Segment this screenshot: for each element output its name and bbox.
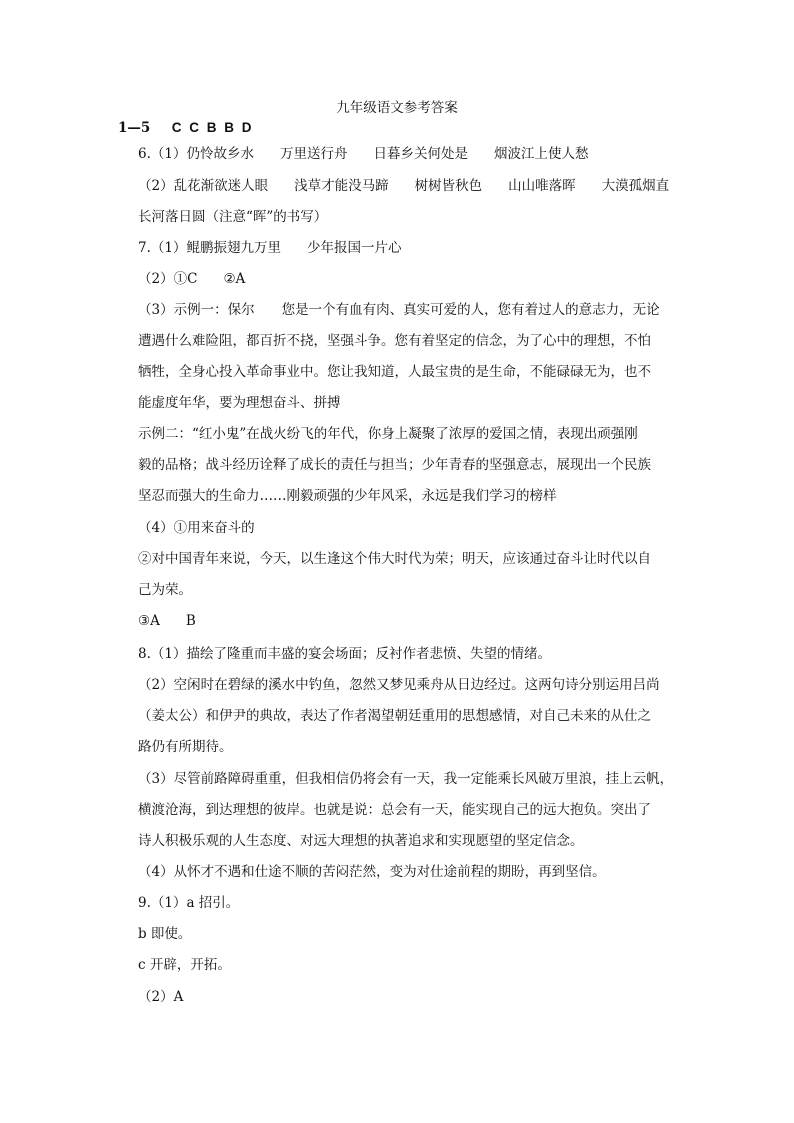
q7-p3-line: 遭遇什么难险阻，都百折不挠，坚强斗争。您有着坚定的信念，为了心中的理想，不怕 [138,333,651,349]
q8-p3-line: （3）尽管前路障碍重重，但我相信仍将会有一天，我一定能乘长风破万里浪，挂上云帆， [138,771,674,787]
q6-p2-item: 山山唯落晖 [508,178,576,194]
q8-p2-line: （姜太公）和伊尹的典故，表达了作者渴望朝廷重用的思想感情，对自己未来的从仕之 [138,708,651,724]
q8-part1: 8.（1）描绘了隆重而丰盛的宴会场面；反衬作者悲愤、失望的情绪。 [138,646,551,662]
q9-item-b: b 即使。 [138,926,192,942]
q6-part1 [138,144,588,164]
q6-p2-item: 乱花渐欲迷人眼 [173,178,269,194]
q7-p4-3-item: B [185,613,196,629]
q8-p2-line: （2）空闲时在碧绿的溪水中钓鱼，忽然又梦见乘舟从日边经过。这两句诗分别运用吕尚 [138,677,660,693]
q7-p1-item: 少年报国一片心 [306,240,402,256]
q7-number: 7. [138,240,151,256]
q7-part4: （4）①用来奋斗的 [138,520,255,536]
q6-number: 6. [138,146,151,162]
q7-p3-line: （3）示例一：保尔 您是一个有血有肉、真实可爱的人，您有着过人的意志力，无论 [138,302,660,318]
q7-p4-2-line: 己为荣。 [138,582,192,598]
q6-p1-item: 烟波江上使人愁 [493,146,589,162]
q8-p3-line: 横渡沧海，到达理想的彼岸。也就是说：总会有一天，能实现自己的远大抱负。突出了 [138,802,651,818]
q7-part1 [138,238,401,258]
q1-5-line [118,118,253,138]
q7-p4-3 [138,611,196,631]
q7-p2-item: ②A [223,271,246,287]
q7-example2-line: 毅的品格；战斗经历诠释了成长的责任与担当；少年青春的坚强意志，展现出一个民族 [138,457,651,473]
q6-p2-item: 树树皆秋色 [414,178,483,194]
q6-p1-tag: （1） [150,146,187,162]
q7-p3-line: 能虚度年华，要为理想奋斗、拼搏 [138,395,341,411]
q6-part2-line1 [138,176,669,196]
q7-part2 [138,269,245,289]
q6-p2-item: 大漠孤烟直 [601,178,670,194]
q7-example2-line: 示例二：“红小鬼”在战火纷飞的年代，你身上凝聚了浓厚的爱国之情，表现出顽强刚 [138,426,638,442]
q7-p2-item: ①C [173,271,198,287]
q8-p2-line: 路仍有所期待。 [138,739,233,755]
q7-p4-3-item: ③A [138,613,160,629]
q1-5-label: 1—5 [118,120,151,136]
q8-p3-line: 诗人积极乐观的人生态度、对远大理想的执著追求和实现愿望的坚定信念。 [138,833,584,849]
q6-p2-tag: （2） [138,178,174,194]
q9-item-c: c 开辟，开拓。 [138,957,231,973]
page-title: 九年级语文参考答案 [336,100,458,116]
q6-p1-item: 万里送行舟 [279,146,348,162]
q7-p4-2-line: ②对中国青年来说，今天，以生逢这个伟大时代为荣；明天，应该通过奋斗让时代以自 [138,551,651,567]
q7-p1-item: 鲲鹏振翅九万里 [186,240,281,256]
q9-part1: 9.（1）a 招引。 [138,895,240,911]
q6-p2-item: 浅草才能没马蹄 [294,178,389,194]
q7-p3-line: 牺牲，全身心投入革命事业中。您让我知道，人最宝贵的是生命，不能碌碌无为，也不 [138,364,651,380]
q7-p1-tag: （1） [150,240,187,256]
q9-part2: （2）A [138,989,184,1005]
q6-part2-line2: 长河落日圆（注意“晖”的书写） [138,209,328,225]
q6-p1-item: 仍怜故乡水 [186,146,254,162]
q8-part4: （4）从怀才不遇和仕途不顺的苦闷茫然，变为对仕途前程的期盼，再到坚信。 [138,864,606,880]
q7-p2-tag: （2） [138,271,174,287]
q6-p1-item: 日暮乡关何处是 [373,146,468,162]
q7-example2-line: 坚忍而强大的生命力……刚毅顽强的少年风采，永远是我们学习的榜样 [138,488,557,504]
q1-5-answers: C C B B D [171,120,254,135]
